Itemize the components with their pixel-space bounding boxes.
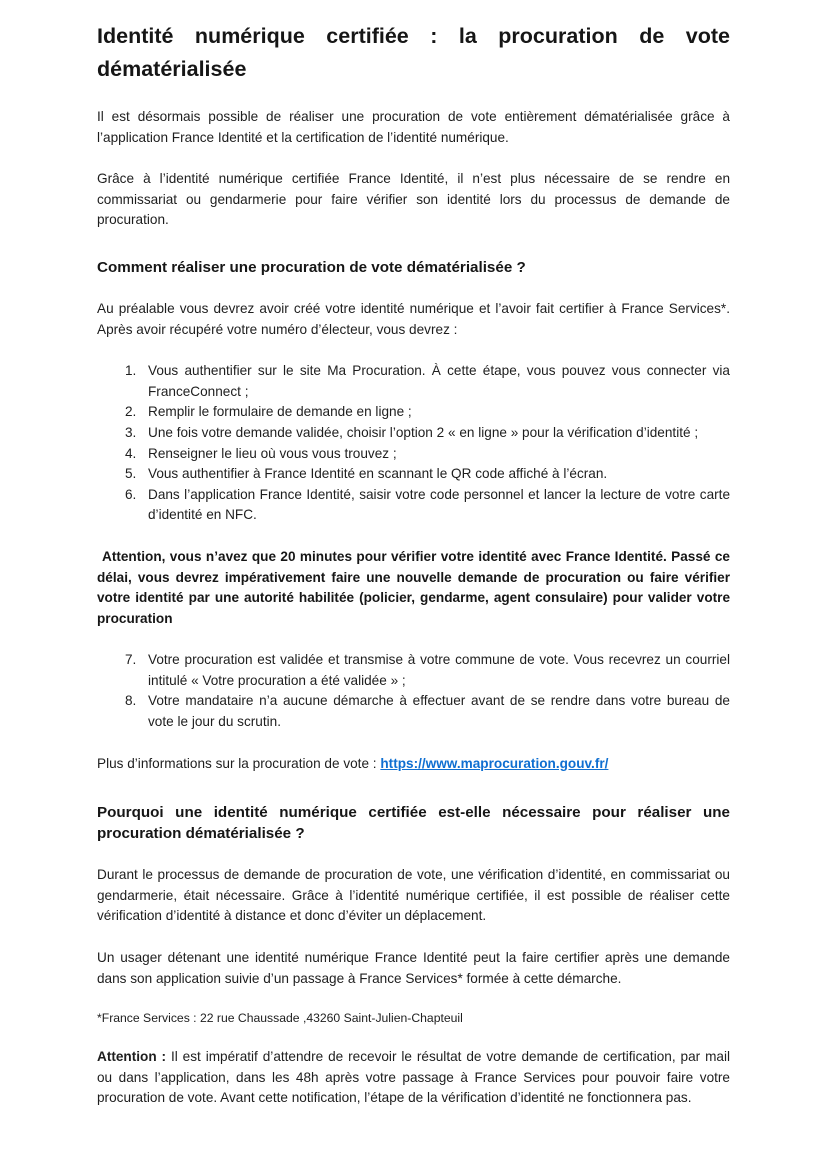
- intro-paragraph-1: Il est désormais possible de réaliser une procuration de vote entièrement dématérialisée grâce à l’application France Identité et la certification de l’identité numérique.: [97, 109, 730, 145]
- steps-list-1-6: [97, 361, 730, 526]
- list-item: [97, 650, 730, 691]
- list-item-number: 4.: [125, 445, 137, 461]
- attention-text: Il est impératif d’attendre de recevoir le résultat de votre demande de certification, par mail ou dans l’application, dans les 48h après votre passage à France Services pour pouvoir faire votre procuration de vote. Avant cette notification, l’étape de la vérification d’identité ne fonctionnera pas.: [97, 1049, 730, 1106]
- list-item: [97, 444, 730, 465]
- why-paragraph-1: Durant le processus de demande de procuration de vote, une vérification d’identité, en commissariat ou gendarmerie, était nécessaire. Grâce à l’identité numérique certifiée, il est possible de réaliser cette vérification d’identité à distance et donc d’éviter un déplacement.: [97, 867, 730, 924]
- france-services-footnote: *France Services : 22 rue Chaussade ,43260 Saint-Julien-Chapteuil: [97, 1011, 463, 1026]
- list-item: [97, 361, 730, 402]
- more-info-line: [97, 754, 730, 775]
- list-item-number: 6.: [125, 486, 137, 502]
- attention-paragraph: [97, 1047, 730, 1109]
- list-item-text: Vous authentifier à France Identité en scannant le QR code affiché à l’écran.: [148, 466, 608, 482]
- lead-paragraph: Au préalable vous devrez avoir créé votre identité numérique et l’avoir fait certifier à France Services*. Après avoir récupéré votre numéro d’électeur, vous devrez :: [97, 300, 730, 337]
- list-item-number: 8.: [125, 693, 137, 709]
- warning-paragraph: Attention, vous n’avez que 20 minutes pour vérifier votre identité avec France Identité. Passé ce délai, vous devrez impérativement faire une nouvelle demande de procuration ou faire vérifier votre identité par une autorité habilitée (policier, gendarme, agent consulaire) pour valider votre procuration: [97, 548, 730, 626]
- list-item-number: 5.: [125, 466, 137, 482]
- list-item-text: Votre procuration est validée et transmise à votre commune de vote. Vous recevrez un courriel intitulé « Votre procuration a été validée » ;: [148, 652, 730, 688]
- list-item: [97, 691, 730, 732]
- list-item-text: Vous authentifier sur le site Ma Procuration. À cette étape, vous pouvez vous connecter via FranceConnect ;: [148, 363, 730, 399]
- list-item-text: Votre mandataire n’a aucune démarche à effectuer avant de se rendre dans votre bureau de vote le jour du scrutin.: [148, 693, 730, 730]
- list-item-number: 3.: [125, 424, 137, 440]
- page-title: Identité numérique certifiée : la procuration de vote dématérialisée: [97, 24, 730, 81]
- list-item-text: Une fois votre demande validée, choisir l’option 2 « en ligne » pour la vérification d’identité ;: [148, 424, 699, 440]
- list-item-text: Remplir le formulaire de demande en ligne ;: [148, 404, 412, 420]
- intro-paragraph-2: Grâce à l’identité numérique certifiée France Identité, il n’est plus nécessaire de se rendre en commissariat ou gendarmerie pour faire vérifier son identité lors du processus de demande de procuration.: [97, 171, 730, 228]
- steps-list-7-8: [97, 650, 730, 732]
- more-info-label: Plus d’informations sur la procuration de vote :: [97, 755, 381, 771]
- list-item-text: Renseigner le lieu où vous vous trouvez ;: [148, 445, 397, 461]
- list-item: [97, 485, 730, 526]
- list-item: [97, 464, 730, 485]
- list-item-number: 1.: [125, 363, 137, 379]
- section-heading-how: Comment réaliser une procuration de vote dématérialisée ?: [97, 258, 526, 276]
- list-item-number: 2.: [125, 404, 137, 420]
- maprocuration-link[interactable]: https://www.maprocuration.gouv.fr/: [380, 755, 609, 771]
- list-item: [97, 402, 730, 423]
- list-item-number: 7.: [125, 652, 137, 668]
- why-paragraph-2: Un usager détenant une identité numérique France Identité peut la faire certifier après une demande dans son application suivie d’un passage à France Services* formée à cette démarche.: [97, 950, 730, 986]
- section-heading-why: Pourquoi une identité numérique certifiée est-elle nécessaire pour réaliser une procuration dématérialisée ?: [97, 804, 730, 843]
- attention-label: Attention :: [97, 1049, 167, 1065]
- list-item: [97, 423, 730, 444]
- list-item-text: Dans l’application France Identité, saisir votre code personnel et lancer la lecture de votre carte d’identité en NFC.: [148, 486, 730, 523]
